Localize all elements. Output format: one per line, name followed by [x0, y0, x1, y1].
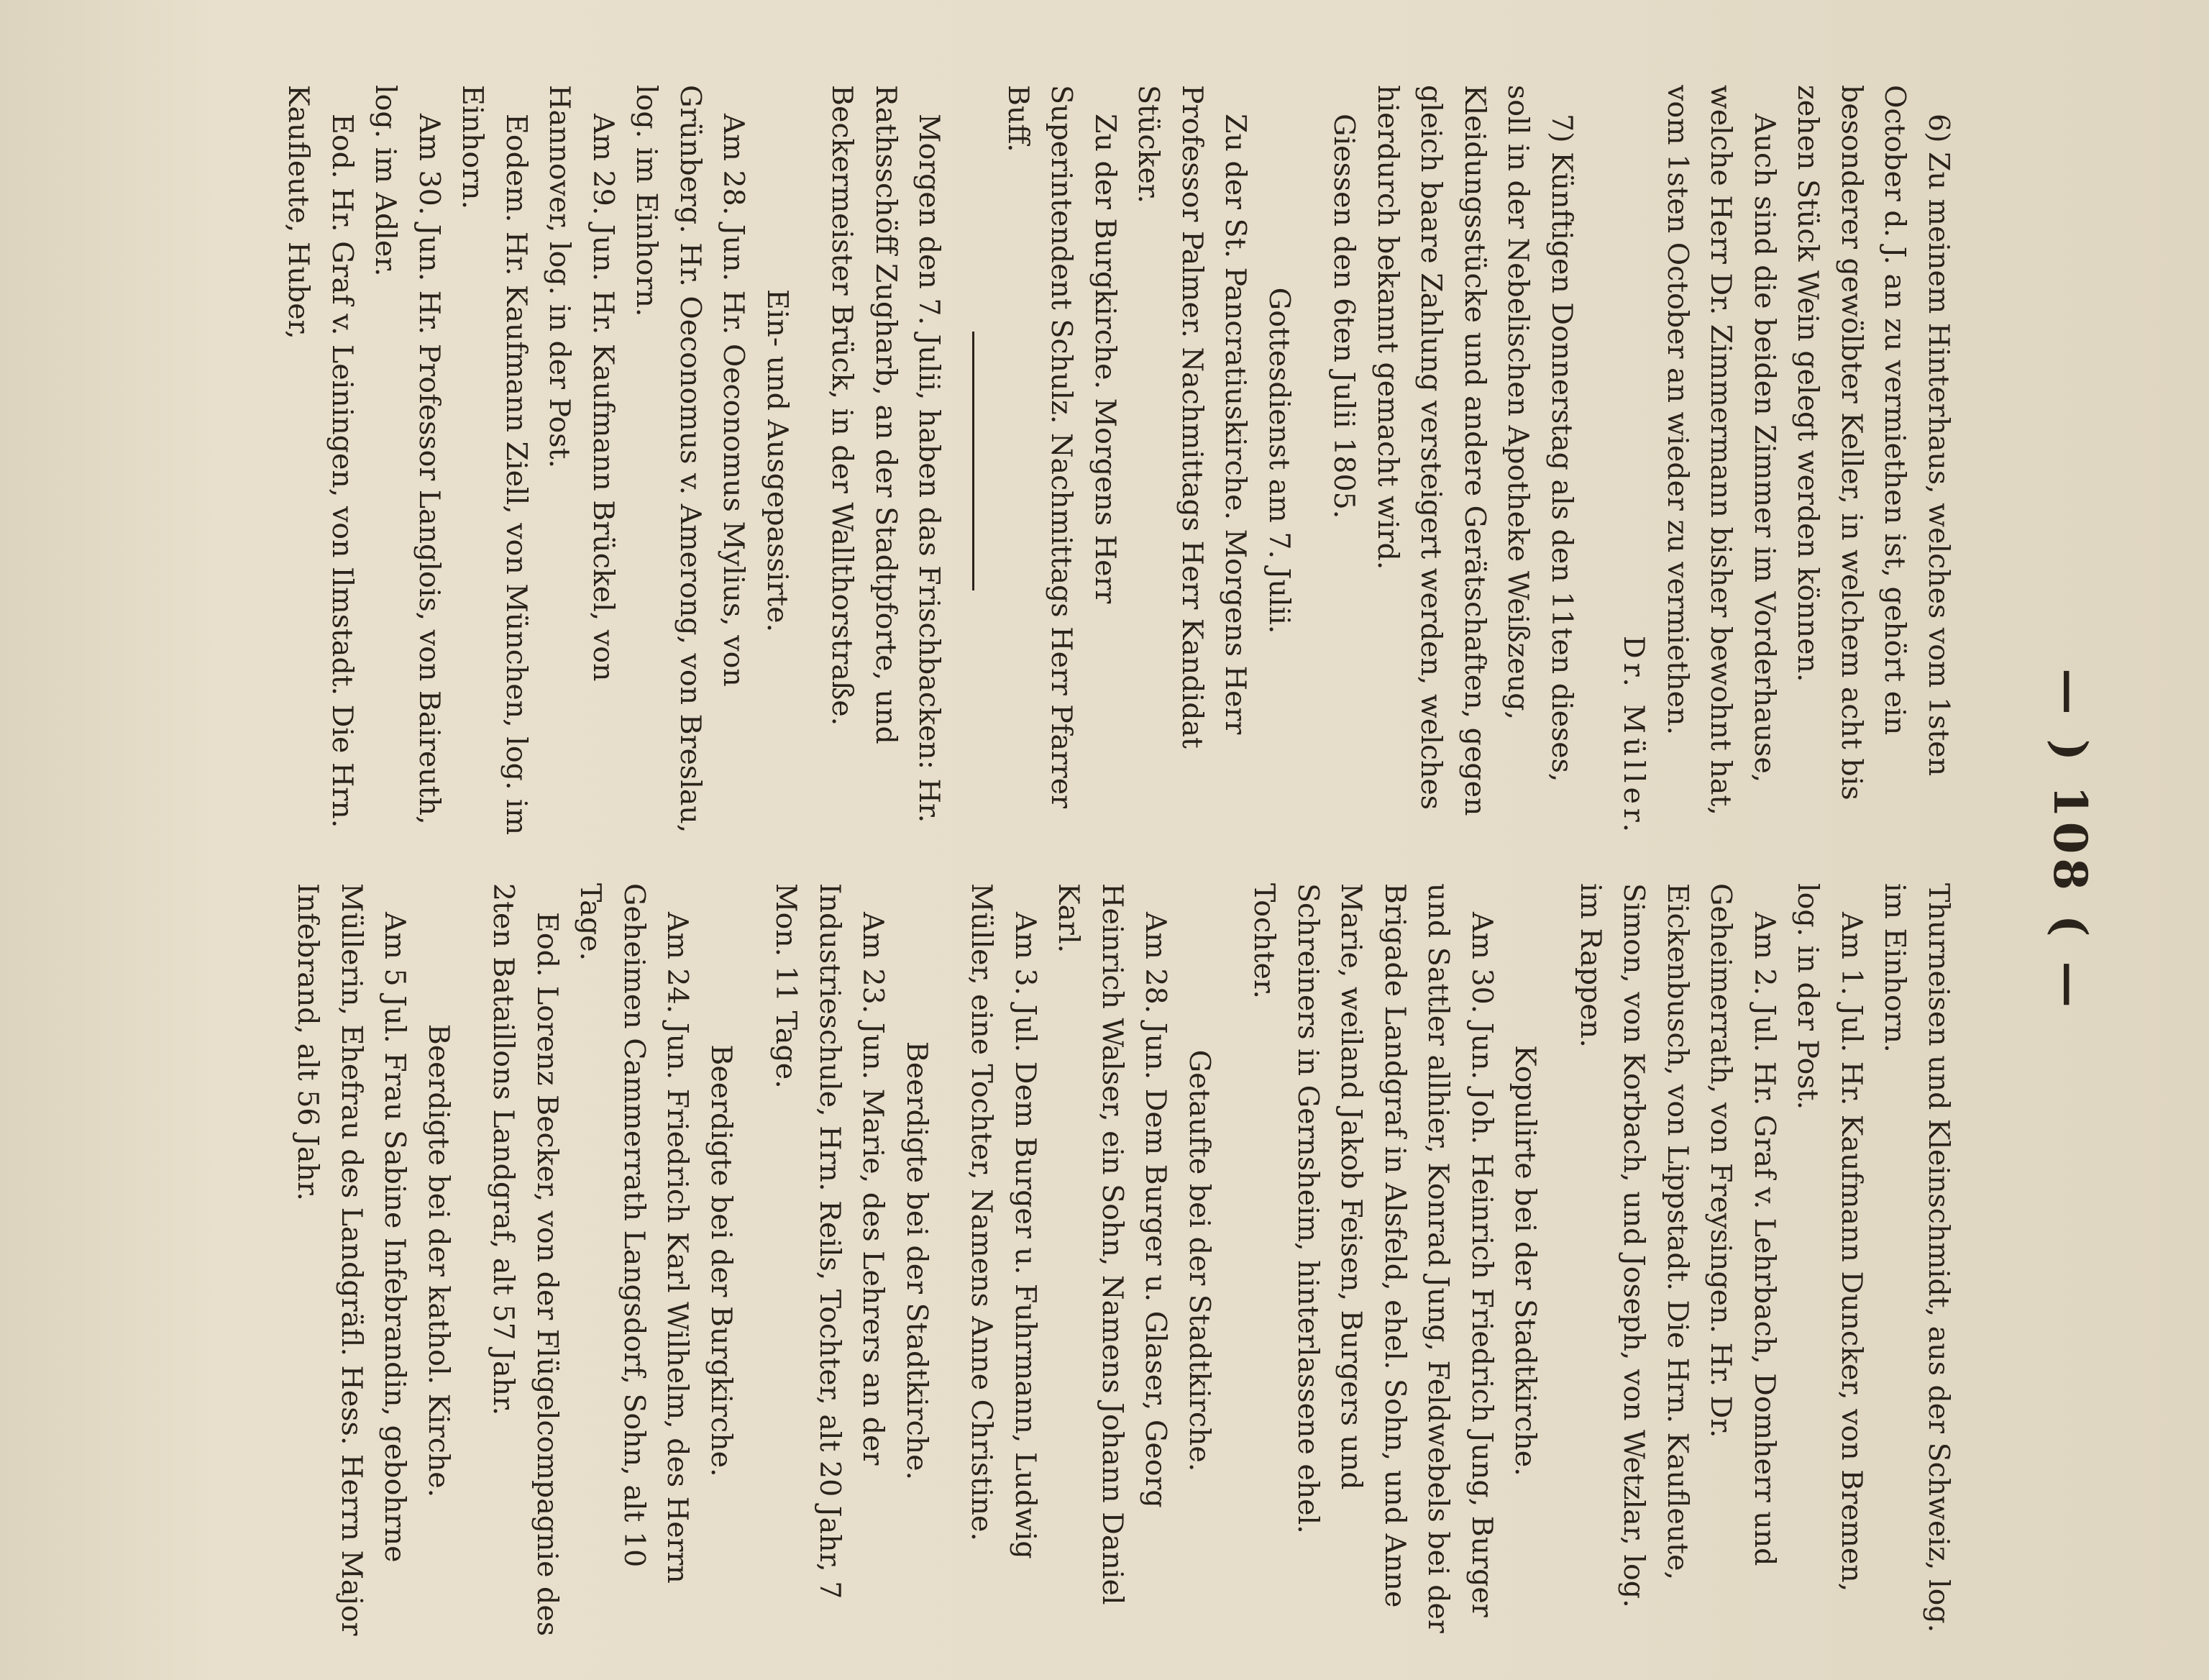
service-burgkirche: Zu der Burgkirche. Morgens Herr Superintendent Schulz. Nachmittags Herr Pfarrer Buff.: [1002, 85, 1122, 809]
buried-catholic-entry: Am 5 Jul. Frau Sabine Infebrandin, gebohrne Müllerin, Ehefrau des Landgräfl. Hess. Herrn Major Infebrand, alt 56 Jahr.: [291, 883, 412, 1636]
notice-7-text: 7) Künftigen Donnerstag als den 11ten dieses, soll in der Nebelischen Apotheke Weißzeug, Kleidungsstücke und andere Gerätschaften, gegen gleich baare Zahlung versteigert werden, welches hierdurch bekannt gemacht wird.: [1371, 85, 1578, 816]
section-divider: [973, 332, 975, 590]
baptized-heading: Getaufte bei der Stadtkirche.: [1183, 1049, 1216, 1472]
baptized-entry: Am 28. Jun. Dem Burger u. Glaser, Georg Heinrich Walser, ein Sohn, Namens Johann Daniel Karl.: [1052, 883, 1173, 1605]
travellers-entry: Am 1. Jul. Hr. Kaufmann Duncker, von Bremen, log. in der Post.: [1791, 883, 1868, 1592]
copulated-heading: Kopulirte bei der Stadtkirche.: [1509, 1045, 1542, 1476]
newspaper-page: [69, 63, 2140, 1636]
notice-6-text: 6) Zu meinem Hinterhaus, welches vom 1sten October d. J. an zu vermiethen ist, gehört ein besonderer gewölbter Keller, in welchem acht bis zehen Stück Wein gelegt werden können.: [1791, 85, 1955, 800]
spacer: [1583, 85, 1612, 836]
buried-catholic-heading: Beerdigte bei der kathol. Kirche.: [422, 1023, 455, 1498]
bakers-notice: Morgen den 7. Julii, haben das Frischbacken: Hr. Rathsschöff Zugharb, an der Stadtpforte, und Beckermeister Brück, in der Wallthorstraße.: [825, 85, 946, 823]
right-column: [119, 883, 1960, 1638]
left-column: [119, 85, 1960, 836]
service-pancratius: Zu der St. Pancratiuskirche. Morgens Herr Professor Palmer. Nachmittags Herr Kandidat Stücker.: [1132, 85, 1253, 749]
service-heading: Gottesdienst am 7. Julii.: [1263, 287, 1296, 634]
travellers-entry: Am 28. Jun. Hr. Oeconomus Mylius, von Grünberg. Hr. Oeconomus v. Amerong, von Breslau, log. im Einhorn.: [630, 85, 751, 834]
travellers-heading: Ein- und Ausgepassirte.: [761, 288, 794, 633]
notice-6-text-continued: Auch sind die beiden Zimmer im Vorderhause, welche Herr Dr. Zimmermann bisher bewohnt hat, vom 1sten October an wieder zu vermiethen.: [1661, 85, 1781, 816]
notice-7-place-date: Giessen den 6ten Julii 1805.: [1327, 114, 1361, 519]
buried-city-heading: Beerdigte bei der Stadtkirche.: [900, 1041, 933, 1481]
travellers-entry: Eod. Hr. Graf v. Leiningen, von Ilmstadt. Die Hrn. Kaufleute, Huber,: [282, 85, 359, 828]
travellers-entry-continued: Thurneisen und Kleinschmidt, aus der Schweiz, log. im Einhorn.: [1878, 883, 1955, 1633]
buried-burg-entry: Eod. Lorenz Becker, von der Flügelcompagnie des 2ten Bataillons Landgraf, alt 57 Jahr.: [487, 883, 564, 1636]
buried-burg-heading: Beerdigte bei der Burgkirche.: [705, 1044, 738, 1477]
baptized-entry: Am 3. Jul. Dem Burger u. Fuhrmann, Ludwig Müller, eine Tochter, Namens Anne Christine.: [965, 883, 1042, 1559]
buried-city-entry: Am 23. Jun. Marie, des Lehrers an der Industrieschule, Hrn. Reils, Tochter, alt 20 Jahr, 7 Mon. 11 Tage.: [769, 883, 890, 1599]
travellers-entry: Eodem. Hr. Kaufmann Ziell, von München, log. im Einhorn.: [456, 85, 533, 836]
buried-burg-entry: Am 24. Jun. Friedrich Karl Wilhelm, des Herrn Geheimen Cammerrath Langsdorf, Sohn, alt 10 Tage.: [574, 883, 695, 1584]
travellers-entry: Am 29. Jun. Hr. Kaufmann Brückel, von Hannover, log. in der Post.: [543, 85, 620, 682]
copulated-entry: Am 30. Jun. Joh. Heinrich Friedrich Jung, Burger und Sattler allhier, Konrad Jung, Feldwebels bei der Brigade Landgraf in Alsfeld, ehel. Sohn, und Anne Marie, weiland Jakob Feisen, Burgers und Schreiners in Gernsheim, hinterlassene ehel. Tochter.: [1248, 883, 1499, 1633]
travellers-entry: Am 30. Jun. Hr. Professor Langlois, von Baireuth, log. im Adler.: [369, 85, 446, 825]
page-number: — ) 108 ( —: [2043, 668, 2097, 1012]
travellers-entry: Am 2. Jul. Hr. Graf v. Lehrbach, Domherr und Geheimerrath, von Freysingen. Hr. Dr. Eickenbusch, von Lippstadt. Die Hrn. Kaufleute, Simon, von Korbach, und Joseph, von Wetzlar, log. im Rappen.: [1574, 883, 1781, 1608]
notice-6-signature: Dr. Müller.: [1617, 636, 1651, 836]
